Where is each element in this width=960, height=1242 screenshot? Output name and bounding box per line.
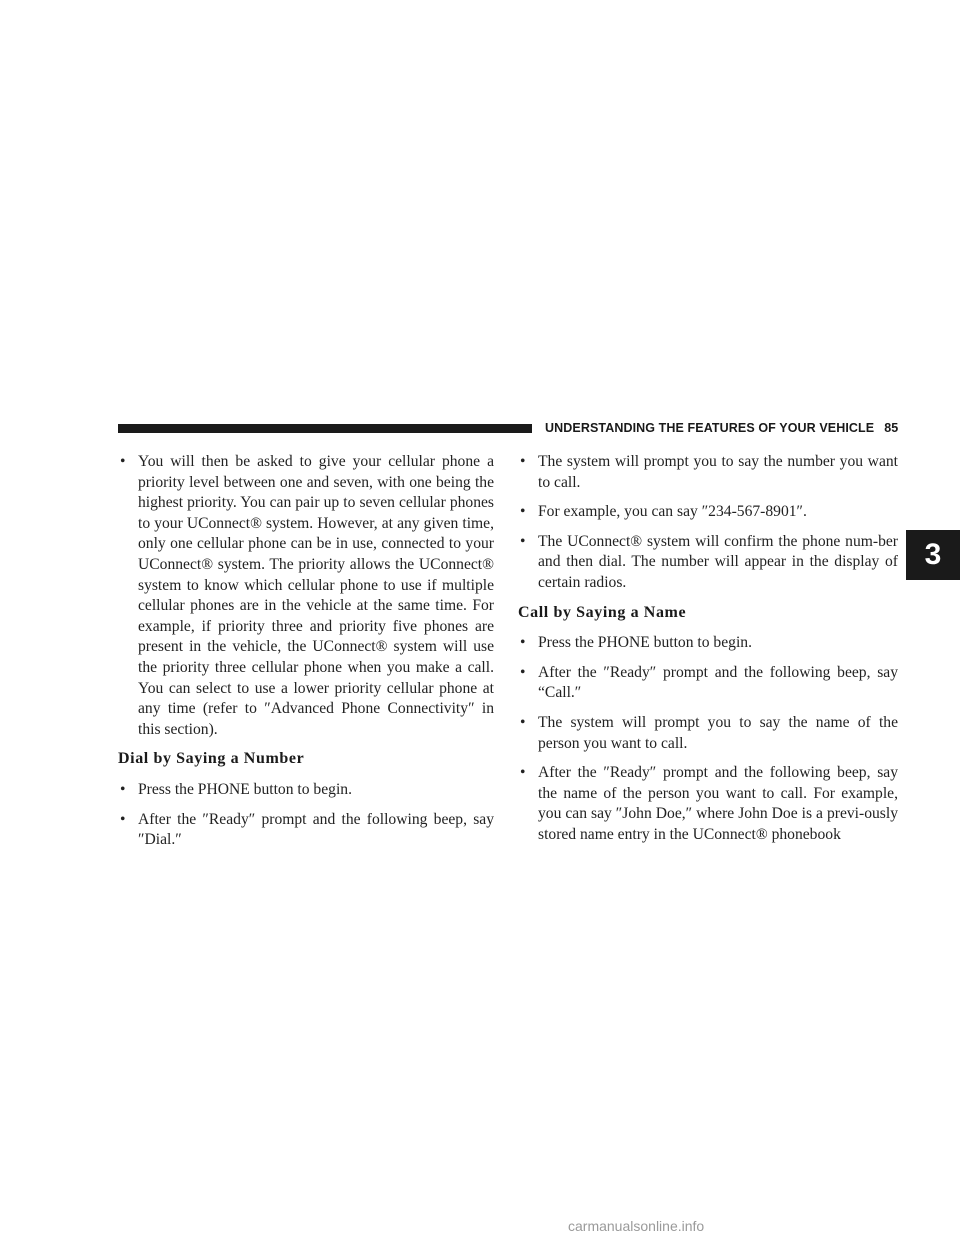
bullet-icon: •: [120, 453, 126, 470]
bullet-icon: •: [520, 634, 526, 652]
list-item: • Press the PHONE button to begin.: [118, 780, 494, 801]
list-item: • Press the PHONE button to begin.: [518, 633, 898, 654]
bullet-icon: •: [120, 780, 126, 798]
list-item: • The system will prompt you to say the name of the person you want to call.: [520, 713, 898, 752]
list-item: • After the ″Ready″ prompt and the following beep, say ″Dial.″: [120, 810, 494, 849]
header-rule: [118, 424, 532, 433]
running-header: [545, 420, 898, 436]
bullet-icon: •: [520, 453, 526, 470]
list-item: • The UConnect® system will confirm the phone num-ber and then dial. The number will appear in the display of certain radios.: [520, 532, 898, 591]
bullet-icon: •: [520, 764, 526, 782]
bullet-icon: •: [520, 663, 526, 681]
bullet-icon: •: [520, 532, 526, 550]
list-item: • You will then be asked to give your cellular phone a priority level between one and seven, with one being the highest priority. You can pair up to seven cellular phones to your UConnect® system. However, at any given time, only one cellular phone can be in use, connected to your UConnect® system. The priority allows the UConnect® system to know which cellular phone to use if multiple cellular phones are in the vehicle at the same time. For example, if priority three and priority five phones are present in the vehicle, the UConnect® system will use the priority three cellular phone when you make a call. You can select to use a lower priority cellular phone at any time (refer to ″Advanced Phone Connectivity″ in this section).: [120, 453, 494, 738]
right-section-list: [518, 633, 898, 845]
left-section-list: [118, 780, 494, 851]
left-column: [118, 452, 494, 860]
list-item: • After the ″Ready″ prompt and the following beep, say “Call.″: [520, 663, 898, 702]
right-column: [518, 452, 898, 855]
bullet-icon: •: [520, 713, 526, 731]
page-number: 85: [884, 421, 899, 435]
section-heading-dial-by-number: Dial by Saying a Number: [118, 750, 305, 768]
chapter-tab: 3: [906, 530, 960, 580]
list-item: • After the ″Ready″ prompt and the following beep, say the name of the person you want to call. For example, you can say ″John Doe,″ where John Doe is a previ-ously stored name entry in the UConnect® phonebook: [520, 764, 898, 843]
list-item: • The system will prompt you to say the number you want to call.: [520, 453, 898, 491]
watermark-link[interactable]: carmanualsonline.info: [568, 1218, 705, 1234]
list-item: • For example, you can say ″234-567-8901″.: [518, 502, 898, 523]
header-title: UNDERSTANDING THE FEATURES OF YOUR VEHICLE: [545, 421, 875, 435]
bullet-icon: •: [520, 503, 526, 521]
bullet-icon: •: [120, 810, 126, 828]
section-heading-call-by-name: Call by Saying a Name: [518, 603, 687, 621]
right-intro-list: [518, 452, 898, 594]
left-intro-list: [118, 452, 494, 740]
